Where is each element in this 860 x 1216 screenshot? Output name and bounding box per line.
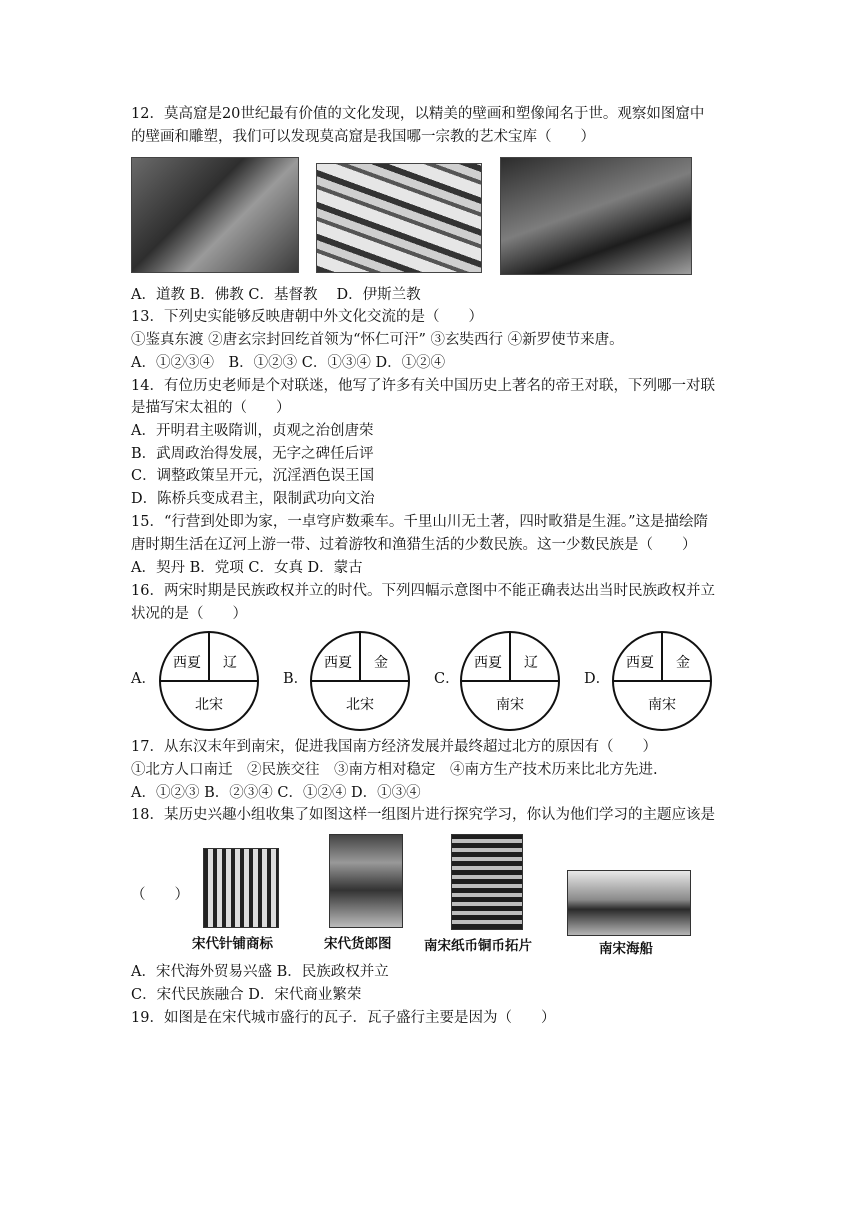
q17-options: A．①②③ B．②③④ C．①②④ D．①③④ bbox=[131, 785, 421, 801]
q14-option-a: A．开明君主吸隋训，贞观之治创唐荣 bbox=[131, 423, 374, 439]
q13-options: A．①②③④ B．①②③ C．①③④ D．①②④ bbox=[131, 355, 446, 371]
q14-option-c: C．调整政策呈开元，沉淫酒色误王国 bbox=[131, 468, 375, 484]
caption-peddler: 宋代货郎图 bbox=[324, 936, 392, 952]
q18-options-cd: C．宋代民族融合 D．宋代商业繁荣 bbox=[131, 987, 362, 1003]
caption-paper-money: 南宋纸币铜币拓片 bbox=[424, 938, 532, 954]
paper-money-rubbing-image bbox=[451, 834, 523, 930]
diagram-b-top-left: 西夏 bbox=[324, 655, 352, 671]
mogao-mural-image bbox=[316, 163, 482, 273]
diagram-a-top-right: 辽 bbox=[223, 655, 237, 671]
q16-diagram-c bbox=[458, 629, 562, 733]
q16-option-c-label: C． bbox=[434, 671, 460, 687]
q17-items: ①北方人口南迁 ②民族交往 ③南方相对稳定 ④南方生产技术历来比北方先进. bbox=[131, 762, 658, 778]
mogao-statue-image bbox=[131, 157, 299, 273]
q14-stem-line2: 是描写宋太祖的（ ） bbox=[131, 400, 291, 416]
q19-stem: 19．如图是在宋代城市盛行的瓦子．瓦子盛行主要是因为（ ） bbox=[131, 1010, 556, 1026]
diagram-a-bottom: 北宋 bbox=[195, 697, 223, 713]
q16-diagram-b bbox=[308, 629, 412, 733]
diagram-d-top-left: 西夏 bbox=[626, 655, 654, 671]
mogao-sculpture-image bbox=[500, 157, 692, 275]
diagram-d-bottom: 南宋 bbox=[648, 697, 676, 713]
q16-stem-line2: 状况的是（ ） bbox=[131, 606, 247, 622]
q12-options: A．道教 B．佛教 C．基督教 D．伊斯兰教 bbox=[131, 287, 421, 303]
diagram-a-top-left: 西夏 bbox=[173, 655, 201, 671]
q13-stem: 13．下列史实能够反映唐朝中外文化交流的是（ ） bbox=[131, 309, 483, 325]
q15-stem-line2: 唐时期生活在辽河上游一带、过着游牧和渔猎生活的少数民族。这一少数民族是（ ） bbox=[131, 537, 697, 553]
q16-diagram-a bbox=[157, 629, 261, 733]
diagram-c-top-right: 辽 bbox=[524, 655, 538, 671]
caption-needle-shop: 宋代针铺商标 bbox=[192, 936, 273, 952]
diagram-c-bottom: 南宋 bbox=[496, 697, 524, 713]
q16-option-d-label: D． bbox=[584, 671, 611, 687]
diagram-b-bottom: 北宋 bbox=[346, 697, 374, 713]
q17-stem: 17．从东汉末年到南宋，促进我国南方经济发展并最终超过北方的原因有（ ） bbox=[131, 739, 657, 755]
q18-stem: 18．某历史兴趣小组收集了如图这样一组图片进行探究学习，你认为他们学习的主题应该是 bbox=[131, 807, 715, 823]
needle-shop-trademark-image bbox=[203, 848, 279, 928]
song-sea-ship-image bbox=[567, 870, 691, 936]
q18-answer-paren: （ ） bbox=[131, 887, 189, 903]
q14-stem-line1: 14．有位历史老师是个对联迷，他写了许多有关中国历史上著名的帝王对联，下列哪一对联 bbox=[131, 378, 715, 394]
peddler-painting-image bbox=[329, 834, 403, 928]
q14-option-d: D．陈桥兵变成君主，限制武功向文治 bbox=[131, 491, 375, 507]
q13-items: ①鉴真东渡 ②唐玄宗封回纥首领为“怀仁可汗” ③玄奘西行 ④新罗使节来唐。 bbox=[131, 332, 624, 348]
diagram-d-top-right: 金 bbox=[676, 655, 690, 671]
diagram-b-top-right: 金 bbox=[374, 655, 388, 671]
q14-option-b: B．武周政治得发展，无字之碑任后评 bbox=[131, 446, 374, 462]
q12-stem-line2: 的壁画和雕塑，我们可以发现莫高窟是我国哪一宗教的艺术宝库（ ） bbox=[131, 129, 595, 145]
q16-option-a-label: A． bbox=[131, 671, 156, 687]
q16-option-b-label: B． bbox=[283, 671, 309, 687]
caption-sea-ship: 南宋海船 bbox=[599, 941, 653, 957]
q18-options-ab: A．宋代海外贸易兴盛 B．民族政权并立 bbox=[131, 964, 389, 980]
q15-stem-line1: 15．“行营到处即为家，一卓穹庐数乘车。千里山川无土著，四时畋猎是生涯。”这是描绘隋 bbox=[131, 514, 709, 530]
diagram-c-top-left: 西夏 bbox=[474, 655, 502, 671]
q16-diagram-d bbox=[610, 629, 714, 733]
q12-stem-line1: 12．莫高窟是20世纪最有价值的文化发现，以精美的壁画和塑像闻名于世。观察如图窟中 bbox=[131, 106, 705, 122]
q15-options: A．契丹 B．党项 C．女真 D．蒙古 bbox=[131, 560, 363, 576]
q16-stem-line1: 16．两宋时期是民族政权并立的时代。下列四幅示意图中不能正确表达出当时民族政权并立 bbox=[131, 583, 715, 599]
